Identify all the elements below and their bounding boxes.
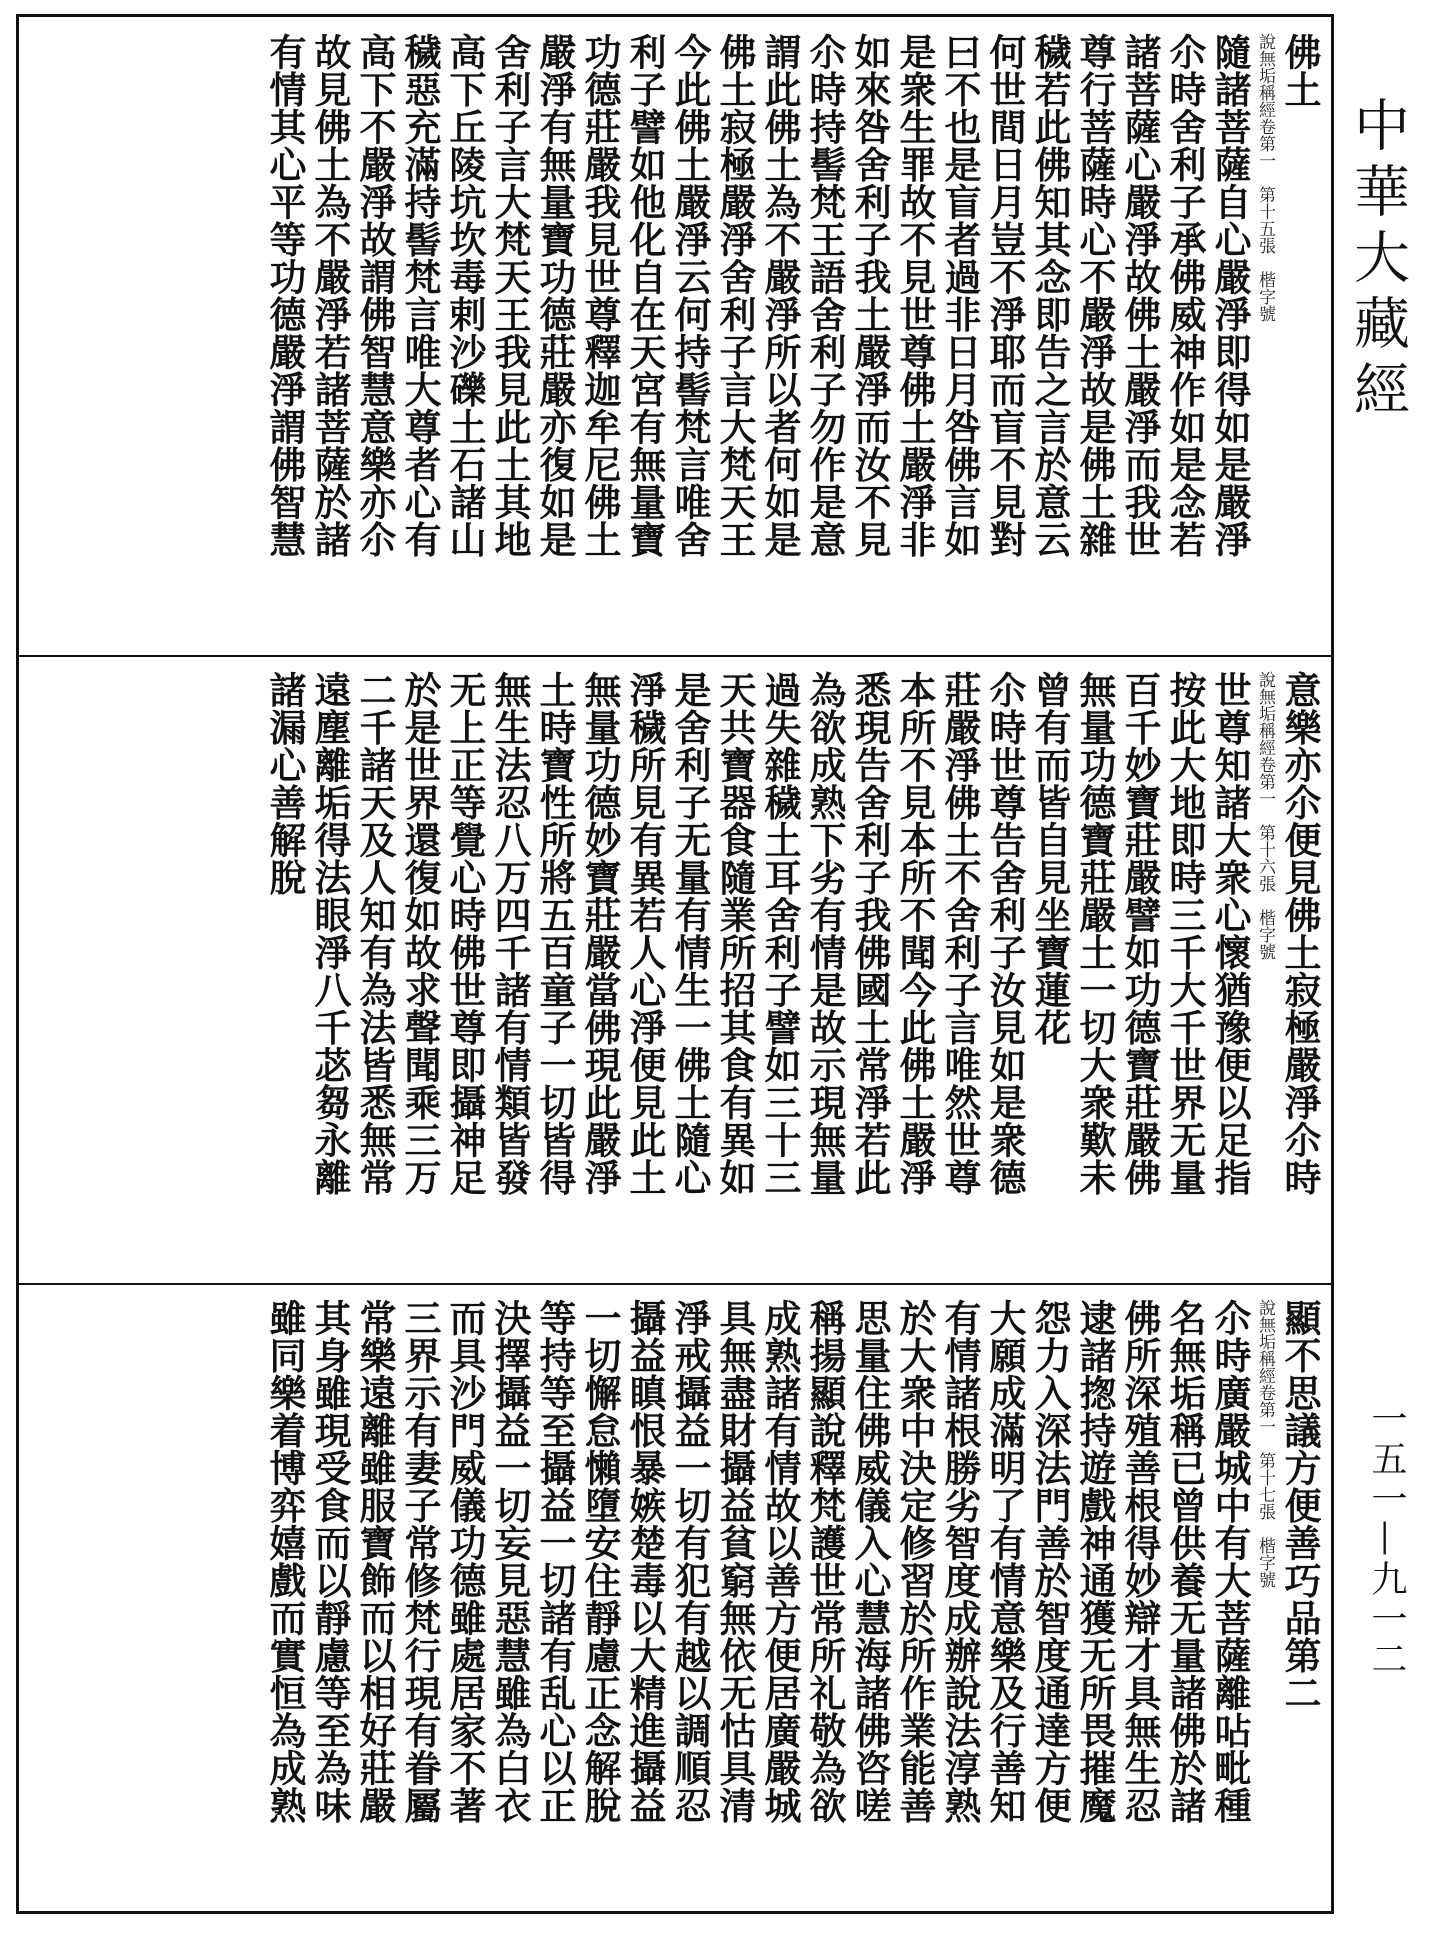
text-column: 過失雜穢土耳舍利子譬如三十三 <box>758 671 802 1196</box>
text-column: 莊嚴淨佛土不舍利子言唯然世尊 <box>938 671 982 1196</box>
text-column: 一切懈怠懶墮安住靜慮正念解脫 <box>578 1299 622 1824</box>
text-column: 有情諸根勝劣智度成辦說法淳熟 <box>938 1299 982 1824</box>
text-columns <box>263 671 1322 1273</box>
text-column: 佛所深殖善根得妙辯才具無生忍 <box>1118 1299 1162 1824</box>
text-column: 意樂亦尒便見佛土寂極嚴淨尒時 <box>1278 671 1322 1196</box>
text-column: 尊行菩薩時心不嚴淨故是佛土雜 <box>1073 33 1117 558</box>
text-column: 決擇攝益一切妄見惡慧雖為白衣 <box>488 1299 532 1824</box>
text-column: 是舍利子无量有情生一佛土隨心 <box>668 671 712 1196</box>
text-column: 淨戒攝益一切有犯有越以調順忍 <box>668 1299 712 1824</box>
text-column: 舍利子言大梵天王我見此土其地 <box>488 33 532 558</box>
text-column: 遠塵離垢得法眼淨八千苾芻永離 <box>308 671 352 1196</box>
register-middle <box>19 655 1331 1285</box>
text-column: 思量住佛威儀入心慧海諸佛咨嗟 <box>848 1299 892 1824</box>
text-column: 今此佛土嚴淨云何持髻梵言唯舍 <box>668 33 712 558</box>
text-column: 淨穢所見有異若人心淨便見此土 <box>623 671 667 1196</box>
text-column: 高下不嚴淨故謂佛智慧意樂亦尒 <box>353 33 397 558</box>
text-column: 雖同樂着博弈嬉戲而實恒為成熟 <box>263 1299 307 1824</box>
text-column: 攝益瞋恨暴嫉楚毒以大精進攝益 <box>623 1299 667 1824</box>
text-columns <box>263 1299 1322 1901</box>
text-column: 三界示有妻子常修梵行現有眷屬 <box>398 1299 442 1824</box>
text-column: 穢惡充滿持髻梵言唯大尊者心有 <box>398 33 442 558</box>
page-frame <box>16 14 1334 1914</box>
text-column: 无上正等覺心時佛世尊即攝神足 <box>443 671 487 1196</box>
text-column: 名無垢稱已曾供養无量諸佛於諸 <box>1163 1299 1207 1824</box>
text-column: 功德莊嚴我見世尊釋迦牟尼佛土 <box>578 33 622 558</box>
text-column: 悉現告舍利子我佛國土常淨若此 <box>848 671 892 1196</box>
text-column: 具無盡財攝益貧窮無依无怙具清 <box>713 1299 757 1824</box>
text-column: 無量功德妙寶莊嚴當佛現此嚴淨 <box>578 671 622 1196</box>
page-number: 一五一—九一二 <box>1366 1400 1407 1680</box>
text-column: 本所不見本所不聞今此佛土嚴淨 <box>893 671 937 1196</box>
text-column: 佛土 <box>1278 33 1322 108</box>
text-column: 成熟諸有情故以善方便居廣嚴城 <box>758 1299 802 1824</box>
text-column: 尒時廣嚴城中有大菩薩離呫毗種 <box>1208 1299 1252 1824</box>
text-column: 百千妙寶莊嚴譬如功德寶莊嚴佛 <box>1118 671 1162 1196</box>
text-column: 高下丘陵坑坎毒剌沙礫土石諸山 <box>443 33 487 558</box>
text-column: 常樂遠離雖服寶飾而以相好莊嚴 <box>353 1299 397 1824</box>
text-column: 等持等至攝益一切諸有乱心以正 <box>533 1299 577 1824</box>
text-column: 諸菩薩心嚴淨故佛土嚴淨而我世 <box>1118 33 1162 558</box>
text-column: 如來咎舍利子我土嚴淨而汝不見 <box>848 33 892 558</box>
text-column: 世尊知諸大衆心懷猶豫便以足指 <box>1208 671 1252 1196</box>
text-column: 隨諸菩薩自心嚴淨即得如是嚴淨 <box>1208 33 1252 558</box>
marginal-note: 說無垢稱經卷第一 第十七張 楷字號 <box>1255 1299 1275 1588</box>
text-column: 佛土寂極嚴淨舍利子言大梵天王 <box>713 33 757 558</box>
text-columns <box>263 33 1322 645</box>
register-bottom <box>19 1283 1331 1911</box>
text-column: 按此大地即時三千大千世界无量 <box>1163 671 1207 1196</box>
text-column: 土時寶性所將五百童子一切皆得 <box>533 671 577 1196</box>
collection-title: 中華大藏經 <box>1345 96 1410 426</box>
text-column: 二千諸天及人知有為法皆悉無常 <box>353 671 397 1196</box>
text-column: 稱揚顯說釋梵護世常所礼敬為欲 <box>803 1299 847 1824</box>
text-column: 故見佛土為不嚴淨若諸菩薩於諸 <box>308 33 352 558</box>
text-column: 無量功德寶莊嚴土一切大衆歎未 <box>1073 671 1117 1196</box>
text-column: 尒時舍利子承佛威神作如是念若 <box>1163 33 1207 558</box>
text-column: 利子譬如他化自在天宮有無量寶 <box>623 33 667 558</box>
text-column: 而具沙門威儀功德雖處居家不著 <box>443 1299 487 1824</box>
text-column: 尒時持髻梵王語舍利子勿作是意 <box>803 33 847 558</box>
text-column: 怨力入深法門善於智度通達方便 <box>1028 1299 1072 1824</box>
text-column: 有情其心平等功德嚴淨謂佛智慧 <box>263 33 307 558</box>
marginal-note: 說無垢稱經卷第一 第十五張 楷字號 <box>1255 33 1275 322</box>
text-column: 曰不也是盲者過非日月咎佛言如 <box>938 33 982 558</box>
text-column: 大願成滿明了有情意樂及行善知 <box>983 1299 1027 1824</box>
text-column: 於是世界還復如故求聲聞乘三万 <box>398 671 442 1196</box>
text-column: 穢若此佛知其念即告之言於意云 <box>1028 33 1072 558</box>
text-column: 何世間日月豈不淨耶而盲不見對 <box>983 33 1027 558</box>
text-column: 諸漏心善解脫 <box>263 671 307 896</box>
text-column: 顯不思議方便善巧品第二 <box>1278 1299 1322 1712</box>
text-column: 為欲成熟下劣有情是故示現無量 <box>803 671 847 1196</box>
text-column: 曾有而皆自見坐寶蓮花 <box>1028 671 1072 1046</box>
text-column: 逮諸揔持遊戲神通獲无所畏摧魔 <box>1073 1299 1117 1824</box>
register-top <box>19 17 1331 657</box>
text-column: 於大衆中決定修習於所作業能善 <box>893 1299 937 1824</box>
text-column: 嚴淨有無量寶功德莊嚴亦復如是 <box>533 33 577 558</box>
text-column: 天共寶器食隨業所招其食有異如 <box>713 671 757 1196</box>
text-column: 是衆生罪故不見世尊佛土嚴淨非 <box>893 33 937 558</box>
text-column: 無生法忍八万四千諸有情類皆發 <box>488 671 532 1196</box>
marginal-note: 說無垢稱經卷第一 第十六張 楷字號 <box>1255 671 1275 960</box>
text-column: 尒時世尊告舍利子汝見如是衆德 <box>983 671 1027 1196</box>
text-column: 其身雖現受食而以靜慮等至為味 <box>308 1299 352 1824</box>
text-column: 謂此佛土為不嚴淨所以者何如是 <box>758 33 802 558</box>
